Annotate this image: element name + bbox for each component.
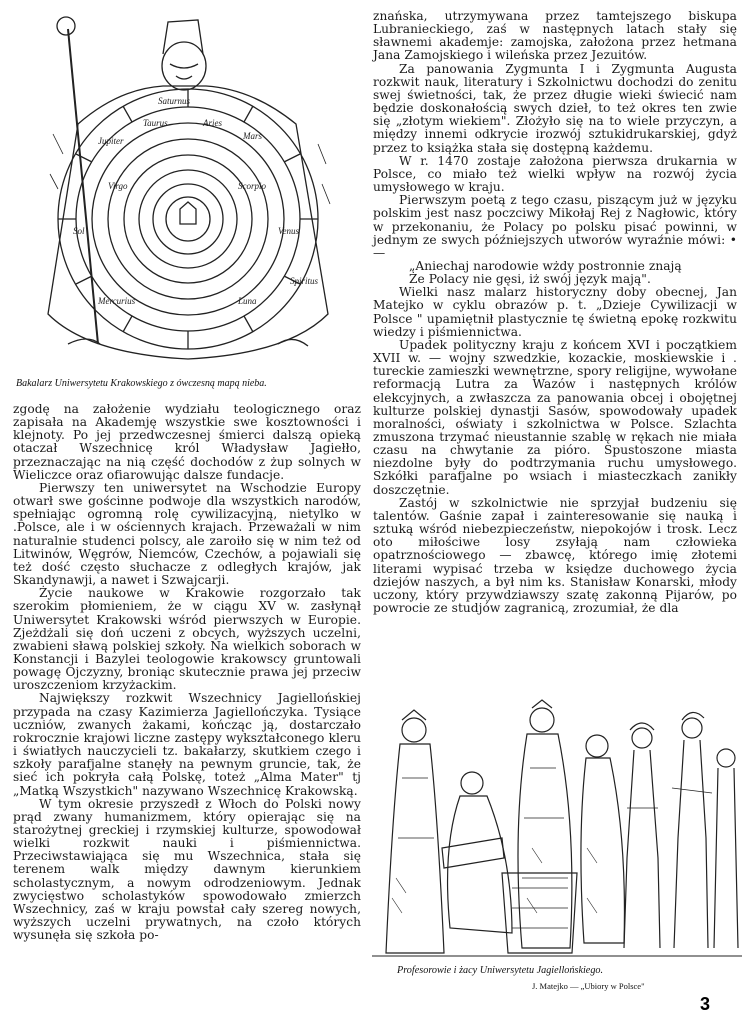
astro-label: Virgo bbox=[108, 181, 128, 191]
verse-line: Że Polacy nie gęsi, iż swój język mają". bbox=[409, 272, 651, 287]
professors-illustration bbox=[372, 698, 742, 963]
illustration-credit: J. Matejko — „Ubiory w Polsce" bbox=[532, 981, 645, 991]
paragraph: W r. 1470 zostaje założona pierwsza drukarnia w Polsce, co miało też wielki wpływ na rozwój życia umysłowego w kraju. bbox=[373, 153, 737, 195]
astronomer-illustration bbox=[38, 14, 343, 370]
paragraph: znańska, utrzymywana przez tamtejszego biskupa Lubranieckiego, zaś w następnych latach stały się sławnemi akademje: zamojska, założona przez hetmana Jana Zamojskiego i wileńska przez Jezuitów. bbox=[373, 9, 737, 63]
paragraph: Wielki nasz malarz historyczny doby obecnej, Jan Matejko w cyklu obrazów p. t. „Dzieje Cywilizacji w Polsce " upamiętnił plastycznie tę świetną epokę rozkwitu wiedzy i piśmiennictwa. bbox=[373, 285, 737, 339]
paragraph: Życie naukowe w Krakowie rozgorzało tak szerokim płomieniem, że w ciągu XV w. zasłynął Uniwersytet Krakowski wśród pierwszych w Europie. Zjeżdżali się doń uczeni z obcych, wyższych uczelni, zwabieni sławą polskiej szkoły. Na wielkich soborach w Konstancji i Bazylei teologowie krakowscy gruntowali powagę Ojczyzny, broniąc skutecznie prawa jej przeciw uroszczeniom krzyżackim. bbox=[13, 586, 361, 693]
page-number: 3 bbox=[700, 994, 711, 1014]
left-text-column bbox=[13, 403, 361, 942]
paragraph: Pierwszym poetą z tego czasu, piszącym już w języku polskim jest nasz poczciwy Mikołaj Rej z Nagłowic, który w przekonaniu, że Polacy po polsku pisać powinni, w jednym ze swych późniejszych utworów wyraźnie mówi: •— bbox=[373, 193, 737, 260]
verse-line: „Aniechaj narodowie wżdy postronnie znają bbox=[409, 258, 682, 273]
paragraph: Największy rozkwit Wszechnicy Jagiellońskiej przypada na czasy Kazimierza Jagiellończyka. Tysiące uczniów, zwanych żakami, kończąc ją, dostarczało rokrocznie krajowi liczne zastępy wykształconego kleru i światłych nauczycieli tz. bakałarzy, skutkiem czego i szkoły parafjalne stanęły na pewnym gruncie, tak, że sieć ich pokryła całą Polskę, toteż „Alma Mater" tj „Matką Wszystkich" nazywano Wszechnicę Krakowską. bbox=[13, 691, 361, 798]
astronomer-caption: Bakalarz Uniwersytetu Krakowskiego z ówczesną mapą nieba. bbox=[16, 378, 267, 389]
astro-label: Taurus bbox=[143, 118, 168, 128]
paragraph: Za panowania Zygmunta I i Zygmunta Augusta rozkwit nauk, literatury i Szkolnictwu dochodzi do zenitu swej świetności, tak, że przez długie wieki świecić nam będzie doskonałością swych dzieł, to też okres ten zwie się „złotym wiekiem". Złożyło się na to wiele przyczyn, a między innemi odkrycie irozwój sztukidrukarskiej, gdyż przez to książka stała się dostępną każdemu. bbox=[373, 61, 737, 155]
astro-label: Mercurius bbox=[98, 296, 136, 306]
paragraph: Zastój w szkolnictwie nie sprzyjał budzeniu się talentów. Gaśnie zapał i zainteresowanie się nauką i sztuką wśród niebezpieczeństw, niepokojów i trosk. Lecz oto miłościwe losy zsyłają nam człowieka opatrznościowego — zbawcę, którego imię złotemi literami wypisać trzeba w księdze duchowego życia dziejów naszych, a był nim ks. Stanisław Konarski, młody uczony, który przywdziawszy szatę zakonną Pijarów, po powrocie ze studjów zagranicą, zrozumiał, że dla bbox=[373, 495, 737, 616]
astro-label: Mars bbox=[243, 131, 263, 141]
astro-label: Aries bbox=[203, 118, 222, 128]
astro-label: Scorpio bbox=[238, 181, 266, 191]
paragraph: Upadek polityczny kraju z końcem XVI i początkiem XVII w. — wojny szwedzkie, kozackie, moskiewskie i . tureckie zamieszki wewnętrzne, spory religijne, wywołane reformacją Lutra za Wazów i następnych królów elekcyjnych, a zwłaszcza za panowania obcej i obojętnej kulturze polskiej dynastji Sasów, spowodowały upadek moralności, oświaty i szkolnictwa w Polsce. Szlachta zmuszona trzymać nieustannie szablę w rękach nie miała czasu na chwytanie za pióro. Spustoszone miasta niezdolne były do podtrzymania ruchu umysłowego. Szkółki parafjalne po wsiach i miasteczkach zanikły doszczętnie. bbox=[373, 337, 737, 497]
paragraph: Pierwszy ten uniwersytet na Wschodzie Europy otwarł swe gościnne podwoje dla wszystkich narodów, spełniając ogromną rolę cywilizacyjną, nietylko w .Polsce, ale i w ościennych krajach. Przeważali w nim naturalnie studenci polscy, ale zaroiło się w nim też od Litwinów, Węgrów, Niemców, Czechów, a pojawiali się też dość często słuchacze z odległych krajów, jak Skandynawji, a nawet i Szwajcarji. bbox=[13, 480, 361, 588]
right-text-column bbox=[373, 10, 737, 615]
paragraph: zgodę na założenie wydziału teologicznego oraz zapisała na Akademję wszystkie swe kosztowności i klejnoty. Po jej przedwczesnej śmierci dalszą opieką otaczał Wszechnicę król Władysław Jagiełło, przeznaczając na nią część dochodów z żup solnych w Wieliczce oraz ofiarowując dalsze fundacje. bbox=[13, 402, 361, 482]
astro-label: Saturnus bbox=[158, 96, 191, 106]
astro-label: Venus bbox=[278, 226, 299, 236]
astro-label: Jupiter bbox=[98, 136, 124, 146]
paragraph: W tym okresie przyszedł z Włoch do Polski nowy prąd zwany humanizmem, który opierając się na starożytnej greckiej i rzymskiej kulturze, spowodował wielki rozkwit nauki i piśmiennictwa. Przeciwstawiająca się mu Wszechnica, stała się terenem walk między dawnym kierunkiem scholastycznym, a nowym odrodzeniowym. Jednak zwycięstwo scholastyków spowodowało zmierzch Wszechnicy, zaś w kraju powstał cały szereg nowych, wyższych uczelni prywatnych, na czoło których wysunęła się szkoła po- bbox=[13, 796, 361, 943]
astro-label: Spiritus bbox=[290, 276, 319, 286]
professors-drawing bbox=[372, 698, 742, 963]
professors-caption: Profesorowie i żacy Uniwersytetu Jagiellońskiego. bbox=[397, 965, 604, 976]
astro-label: Luna bbox=[238, 296, 257, 306]
astro-label: Sol bbox=[73, 226, 85, 236]
celestial-map-drawing bbox=[38, 14, 343, 370]
